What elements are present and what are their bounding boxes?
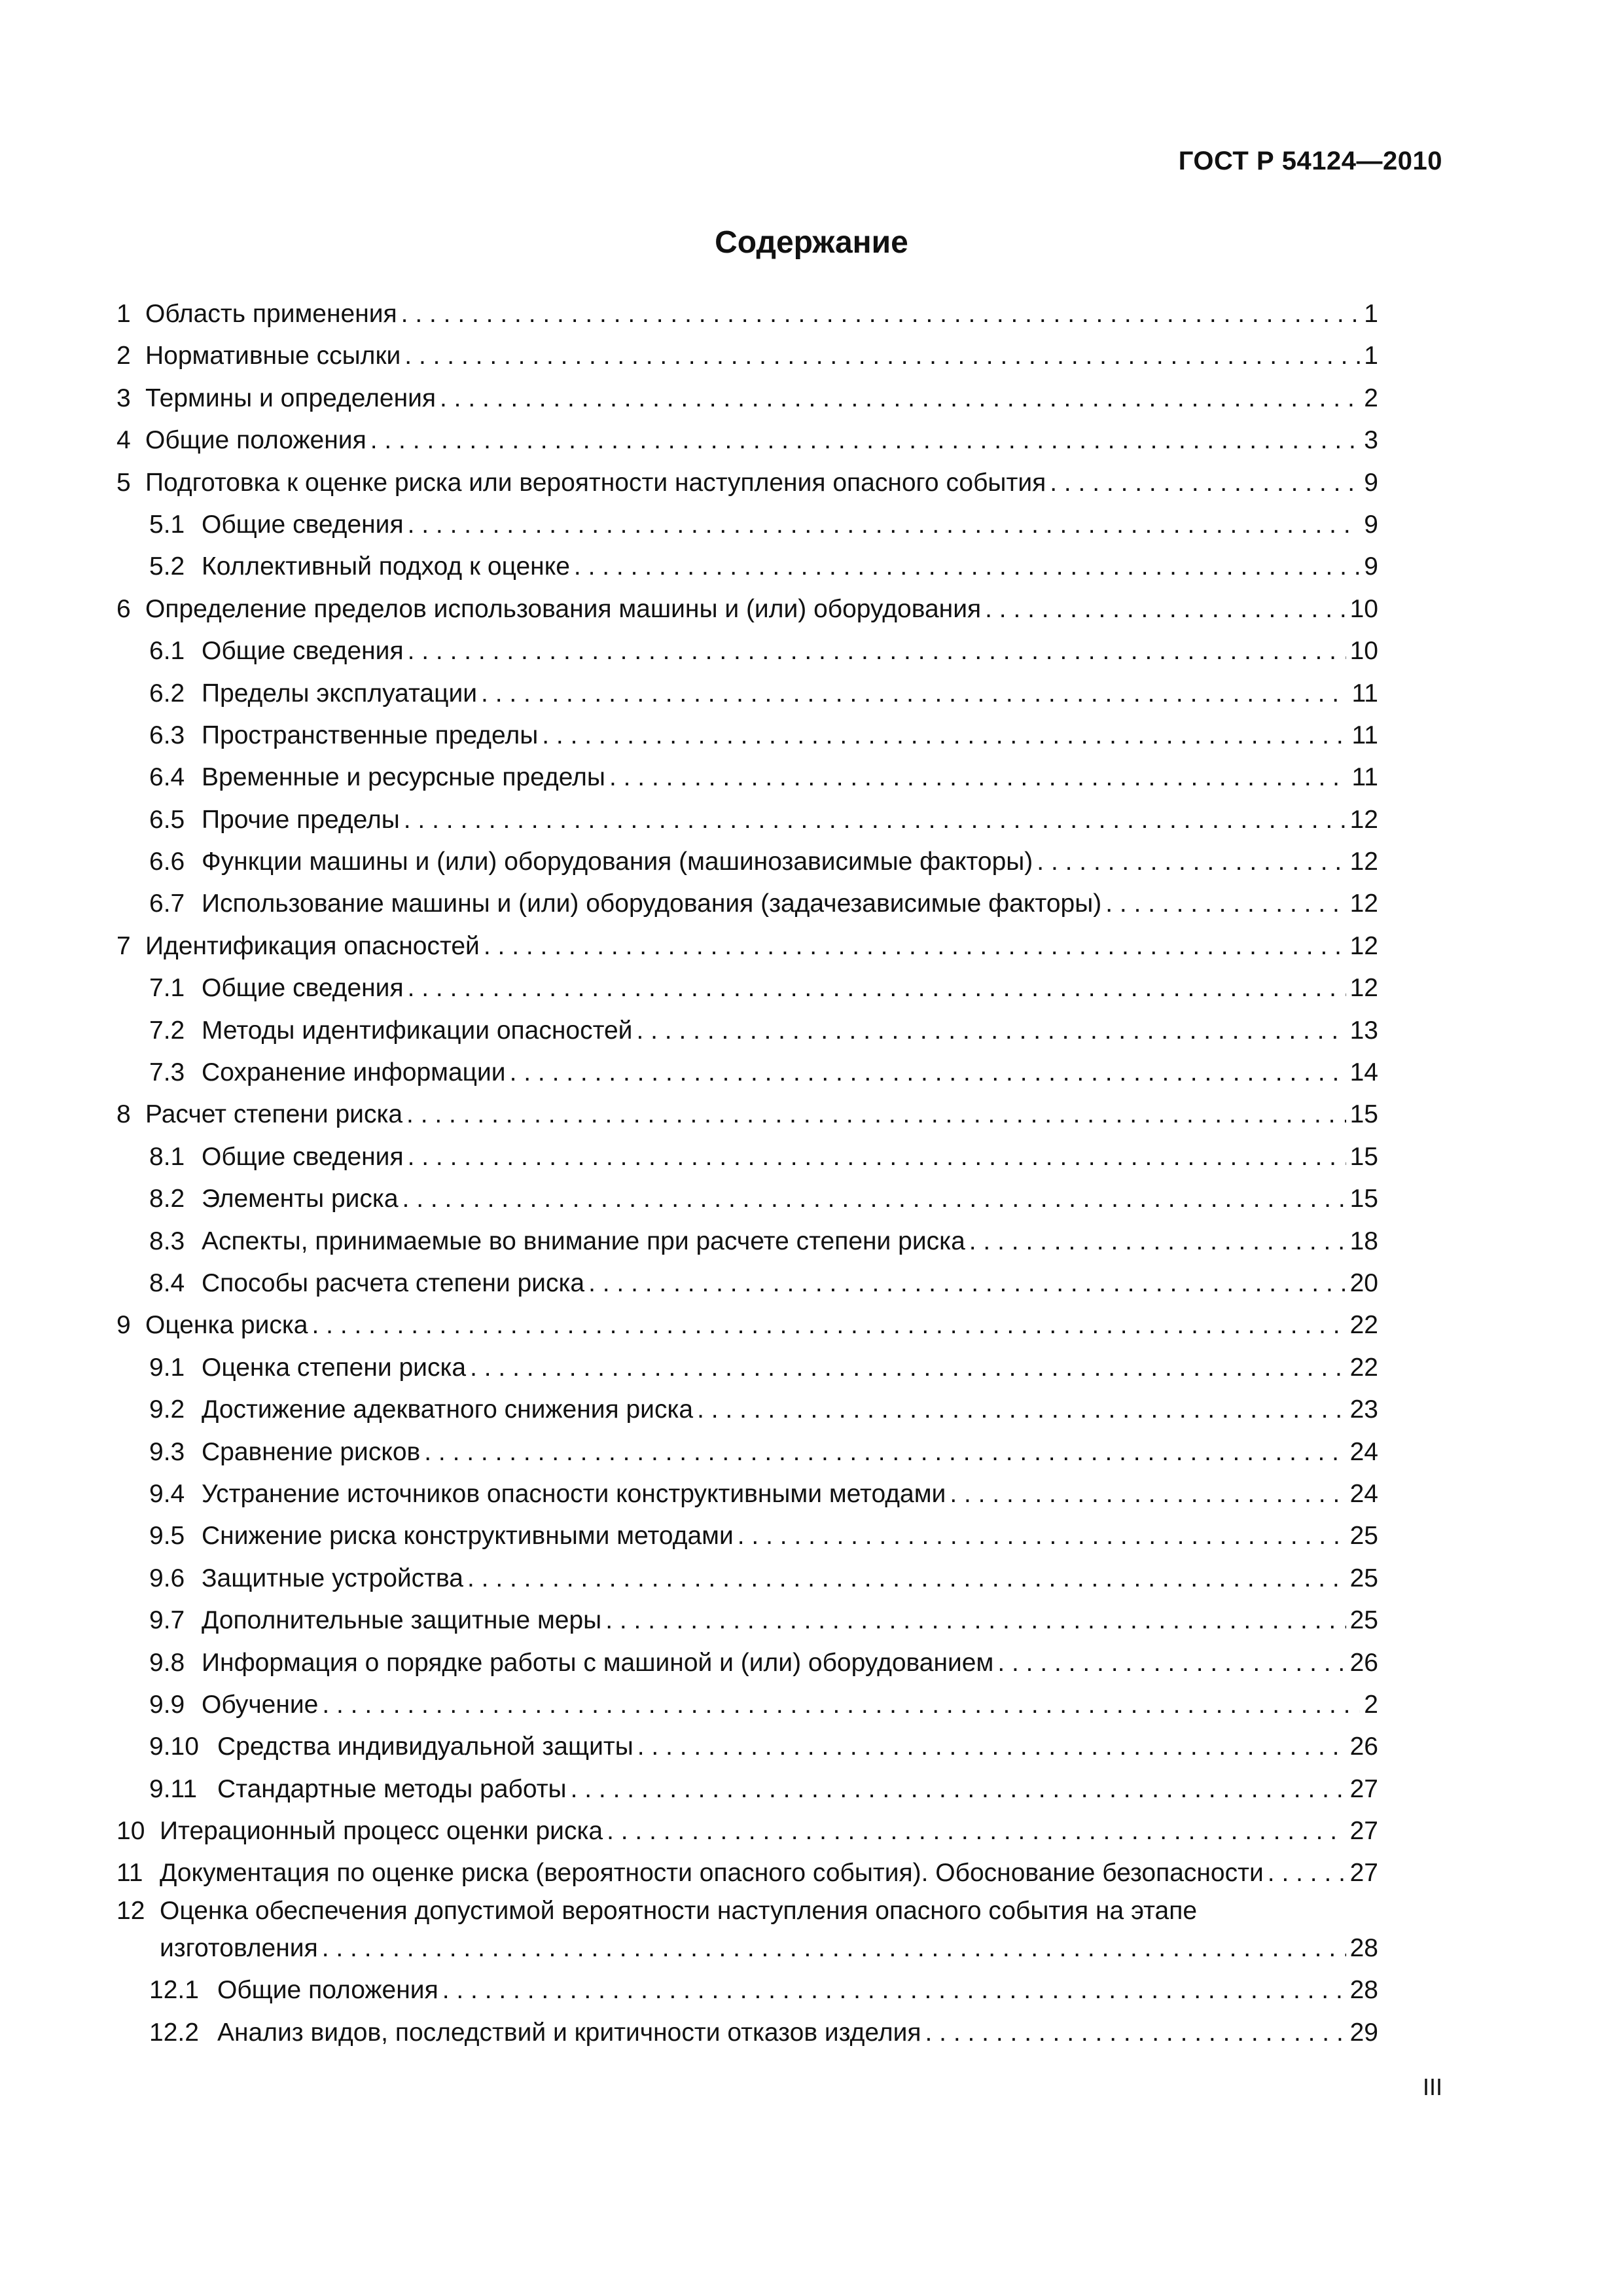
toc-entry[interactable] xyxy=(116,1473,1378,1515)
toc-entry-page: 28 xyxy=(1349,1976,1378,2005)
toc-entry-number: 12.2 xyxy=(149,2018,199,2047)
leader-dots xyxy=(574,546,1360,588)
toc-entry-page: 1 xyxy=(1364,342,1378,370)
leader-dots xyxy=(1037,841,1346,883)
toc-entry-page: 9 xyxy=(1364,468,1378,497)
leader-dots xyxy=(322,1684,1360,1726)
toc-entry-page: 27 xyxy=(1349,1774,1378,1803)
toc-entry[interactable] xyxy=(116,1684,1378,1726)
toc-entry-page: 10 xyxy=(1349,594,1378,623)
toc-entry[interactable] xyxy=(116,1052,1378,1094)
leader-dots xyxy=(408,630,1346,672)
toc-entry-page: 14 xyxy=(1349,1058,1378,1087)
toc-entry-number: 3 xyxy=(116,384,131,412)
toc-entry[interactable] xyxy=(116,841,1378,883)
toc-entry[interactable] xyxy=(116,673,1378,715)
toc-entry[interactable] xyxy=(116,1389,1378,1431)
toc-entry-number: 6.5 xyxy=(149,805,185,834)
toc-entry-page: 12 xyxy=(1349,974,1378,1003)
toc-entry-number: 1 xyxy=(116,300,131,328)
toc-entry-title: Общие сведения xyxy=(202,637,404,666)
toc-entry-title: Оценка риска xyxy=(145,1311,308,1340)
toc-entry-title: Обучение xyxy=(202,1690,319,1719)
leader-dots xyxy=(370,420,1361,461)
leader-dots xyxy=(925,2012,1346,2054)
toc-entry[interactable] xyxy=(116,1895,1378,1928)
toc-entry-title: Общие сведения xyxy=(202,974,404,1003)
toc-entry-page: 25 xyxy=(1349,1564,1378,1592)
page-number: III xyxy=(1422,2073,1442,2100)
toc-entry-number: 7.3 xyxy=(149,1058,185,1087)
leader-dots xyxy=(997,1642,1346,1684)
table-of-contents xyxy=(116,293,1378,2054)
toc-entry-number: 9.8 xyxy=(149,1648,185,1677)
toc-entry-title: Идентификация опасностей xyxy=(145,931,480,960)
toc-entry-number: 9 xyxy=(116,1311,131,1340)
toc-entry-page: 1 xyxy=(1364,300,1378,328)
leader-dots xyxy=(1268,1852,1346,1894)
leader-dots xyxy=(401,293,1361,335)
leader-dots xyxy=(969,1221,1346,1263)
toc-entry[interactable] xyxy=(116,335,1378,377)
toc-entry-title-continuation: изготовления xyxy=(160,1933,318,1962)
leader-dots xyxy=(571,1768,1346,1810)
toc-entry-page: 22 xyxy=(1349,1311,1378,1340)
toc-entry-number: 9.2 xyxy=(149,1395,185,1424)
toc-entry-title: Нормативные ссылки xyxy=(145,342,401,370)
leader-dots xyxy=(404,335,1360,377)
toc-entry-number: 8.1 xyxy=(149,1142,185,1171)
toc-entry-title: Функции машины и (или) оборудования (машинозависимые факторы) xyxy=(202,848,1033,876)
toc-entry-number: 9.6 xyxy=(149,1564,185,1592)
toc-entry-title: Определение пределов использования машины и (или) оборудования xyxy=(145,594,982,623)
toc-entry-title: Расчет степени риска xyxy=(145,1100,403,1129)
leader-dots xyxy=(637,1726,1346,1768)
toc-entry-number: 7 xyxy=(116,931,131,960)
toc-entry-page: 26 xyxy=(1349,1732,1378,1761)
toc-entry-page: 24 xyxy=(1349,1437,1378,1466)
toc-entry-number: 5 xyxy=(116,468,131,497)
toc-entry-title: Сохранение информации xyxy=(202,1058,506,1087)
leader-dots xyxy=(481,673,1347,715)
toc-entry-title: Документация по оценке риска (вероятности опасного события). Обоснование безопасности xyxy=(160,1859,1264,1888)
toc-entry-page: 11 xyxy=(1351,763,1378,792)
toc-entry[interactable] xyxy=(116,1642,1378,1684)
toc-entry[interactable] xyxy=(116,1969,1378,2011)
toc-entry-page: 12 xyxy=(1349,889,1378,918)
toc-entry-page: 3 xyxy=(1364,426,1378,455)
toc-entry-page: 22 xyxy=(1349,1353,1378,1382)
toc-entry[interactable] xyxy=(116,1178,1378,1220)
toc-entry-page: 10 xyxy=(1349,637,1378,666)
toc-entry-number: 9.10 xyxy=(149,1732,199,1761)
toc-entry-page: 24 xyxy=(1349,1479,1378,1508)
toc-entry-page: 2 xyxy=(1364,1690,1378,1719)
toc-entry-title: Область применения xyxy=(145,300,397,328)
toc-entry-number: 8.4 xyxy=(149,1268,185,1297)
toc-entry[interactable] xyxy=(116,2012,1378,2054)
toc-entry-number: 8.2 xyxy=(149,1185,185,1213)
page-title: Содержание xyxy=(715,225,908,260)
toc-entry-page: 23 xyxy=(1349,1395,1378,1424)
toc-entry-number: 11 xyxy=(116,1859,143,1888)
toc-entry[interactable] xyxy=(116,1221,1378,1263)
toc-entry-title: Коллективный подход к оценке xyxy=(202,552,570,581)
document-code: ГОСТ Р 54124—2010 xyxy=(1178,147,1442,175)
toc-entry-page: 15 xyxy=(1349,1185,1378,1213)
toc-entry-title: Анализ видов, последствий и критичности отказов изделия xyxy=(217,2018,921,2047)
toc-entry-title: Снижение риска конструктивными методами xyxy=(202,1522,734,1551)
leader-dots xyxy=(402,1178,1346,1220)
toc-entry-page: 27 xyxy=(1349,1859,1378,1888)
toc-entry-title: Достижение адекватного снижения риска xyxy=(202,1395,694,1424)
toc-entry-number: 6.2 xyxy=(149,679,185,708)
leader-dots xyxy=(588,1263,1346,1304)
toc-entry-title: Аспекты, принимаемые во внимание при расчете степени риска xyxy=(202,1227,965,1255)
toc-entry-title: Средства индивидуальной защиты xyxy=(217,1732,633,1761)
toc-entry-title: Устранение источников опасности конструктивными методами xyxy=(202,1479,946,1508)
toc-entry[interactable] xyxy=(116,1304,1378,1346)
toc-entry[interactable] xyxy=(116,1810,1378,1852)
toc-entry[interactable] xyxy=(116,715,1378,757)
toc-entry[interactable] xyxy=(116,757,1378,798)
leader-dots xyxy=(609,757,1348,798)
toc-entry-title: Временные и ресурсные пределы xyxy=(202,763,605,792)
leader-dots xyxy=(312,1304,1346,1346)
toc-entry-page: 15 xyxy=(1349,1100,1378,1129)
toc-entry-number: 6.6 xyxy=(149,848,185,876)
toc-entry-title: Оценка обеспечения допустимой вероятности наступления опасного события на этапе xyxy=(160,1896,1198,1925)
toc-entry[interactable] xyxy=(116,925,1378,967)
toc-entry-number: 9.1 xyxy=(149,1353,185,1382)
toc-entry[interactable] xyxy=(116,630,1378,672)
toc-entry-title: Элементы риска xyxy=(202,1185,399,1213)
toc-entry-title: Дополнительные защитные меры xyxy=(202,1606,602,1635)
leader-dots xyxy=(542,715,1347,757)
toc-entry-title: Способы расчета степени риска xyxy=(202,1268,585,1297)
leader-dots xyxy=(440,378,1360,420)
toc-entry-title: Общие сведения xyxy=(202,1142,404,1171)
toc-entry-page: 2 xyxy=(1364,384,1378,412)
toc-entry-number: 10 xyxy=(116,1817,145,1846)
toc-entry-title: Подготовка к оценке риска или вероятности наступления опасного события xyxy=(145,468,1046,497)
leader-dots xyxy=(470,1347,1346,1389)
toc-entry[interactable] xyxy=(116,1852,1378,1894)
toc-entry-number: 9.3 xyxy=(149,1437,185,1466)
leader-dots xyxy=(985,588,1346,630)
leader-dots xyxy=(1050,462,1360,504)
toc-entry-number: 4 xyxy=(116,426,131,455)
toc-entry-page: 11 xyxy=(1351,679,1378,708)
leader-dots xyxy=(406,1094,1346,1136)
toc-entry[interactable] xyxy=(116,967,1378,1009)
toc-entry-page: 29 xyxy=(1349,2018,1378,2047)
leader-dots xyxy=(738,1515,1346,1557)
toc-entry-title: Сравнение рисков xyxy=(202,1437,421,1466)
leader-dots xyxy=(484,925,1346,967)
toc-entry-number: 2 xyxy=(116,342,131,370)
toc-entry-number: 7.1 xyxy=(149,974,185,1003)
toc-entry-title: Термины и определения xyxy=(145,384,437,412)
toc-entry-number: 5.1 xyxy=(149,510,185,539)
toc-entry[interactable] xyxy=(116,1347,1378,1389)
toc-entry[interactable] xyxy=(116,1726,1378,1768)
toc-entry-title: Общие сведения xyxy=(202,510,404,539)
toc-entry-title: Пределы эксплуатации xyxy=(202,679,478,708)
toc-entry[interactable] xyxy=(116,420,1378,461)
toc-entry-number: 6.7 xyxy=(149,889,185,918)
toc-entry[interactable] xyxy=(116,504,1378,546)
toc-entry[interactable] xyxy=(116,462,1378,504)
toc-entry-number: 12 xyxy=(116,1896,145,1925)
toc-entry-number: 8 xyxy=(116,1100,131,1129)
toc-entry-page: 26 xyxy=(1349,1648,1378,1677)
toc-entry[interactable] xyxy=(116,1600,1378,1641)
toc-entry-page: 12 xyxy=(1349,931,1378,960)
toc-entry-title: Общие положения xyxy=(145,426,366,455)
leader-dots xyxy=(1105,883,1346,925)
toc-entry-continuation[interactable] xyxy=(116,1928,1378,1969)
toc-entry-title: Оценка степени риска xyxy=(202,1353,467,1382)
toc-entry[interactable] xyxy=(116,799,1378,841)
toc-entry[interactable] xyxy=(116,1136,1378,1178)
toc-entry-number: 6 xyxy=(116,594,131,623)
toc-entry[interactable] xyxy=(116,1768,1378,1810)
toc-entry[interactable] xyxy=(116,588,1378,630)
toc-entry-title: Методы идентификации опасностей xyxy=(202,1016,633,1045)
toc-entry-page: 25 xyxy=(1349,1522,1378,1551)
toc-entry-title: Итерационный процесс оценки риска xyxy=(160,1817,603,1846)
toc-entry-title: Использование машины и (или) оборудования (задачезависимые факторы) xyxy=(202,889,1102,918)
toc-entry-title: Общие положения xyxy=(217,1976,438,2005)
leader-dots xyxy=(408,1136,1346,1178)
toc-entry-number: 9.9 xyxy=(149,1690,185,1719)
toc-entry-page: 20 xyxy=(1349,1268,1378,1297)
toc-entry-page: 9 xyxy=(1364,552,1378,581)
toc-entry-page: 12 xyxy=(1349,805,1378,834)
toc-entry-number: 6.1 xyxy=(149,637,185,666)
toc-entry-page: 18 xyxy=(1349,1227,1378,1255)
leader-dots xyxy=(467,1558,1346,1600)
toc-entry-page: 27 xyxy=(1349,1817,1378,1846)
toc-entry-title: Защитные устройства xyxy=(202,1564,463,1592)
toc-entry-page: 11 xyxy=(1351,721,1378,749)
leader-dots xyxy=(697,1389,1346,1431)
leader-dots xyxy=(322,1928,1346,1969)
toc-entry-number: 9.7 xyxy=(149,1606,185,1635)
toc-entry-title: Прочие пределы xyxy=(202,805,400,834)
toc-entry-number: 9.5 xyxy=(149,1522,185,1551)
leader-dots xyxy=(442,1969,1346,2011)
toc-entry[interactable] xyxy=(116,1515,1378,1557)
leader-dots xyxy=(404,799,1346,841)
toc-entry-title: Пространственные пределы xyxy=(202,721,539,749)
toc-entry-number: 9.4 xyxy=(149,1479,185,1508)
toc-entry-page: 13 xyxy=(1349,1016,1378,1045)
toc-entry[interactable] xyxy=(116,1094,1378,1136)
leader-dots xyxy=(950,1473,1346,1515)
leader-dots xyxy=(607,1810,1346,1852)
toc-entry-title: Стандартные методы работы xyxy=(217,1774,567,1803)
toc-entry-page: 12 xyxy=(1349,848,1378,876)
toc-entry-page: 9 xyxy=(1364,510,1378,539)
toc-entry-number: 9.11 xyxy=(149,1774,198,1803)
leader-dots xyxy=(424,1431,1346,1473)
toc-entry-page: 28 xyxy=(1349,1933,1378,1962)
toc-entry-number: 7.2 xyxy=(149,1016,185,1045)
toc-entry[interactable] xyxy=(116,378,1378,420)
leader-dots xyxy=(408,504,1361,546)
toc-entry[interactable] xyxy=(116,546,1378,588)
toc-entry[interactable] xyxy=(116,1558,1378,1600)
toc-entry-number: 12.1 xyxy=(149,1976,199,2005)
leader-dots xyxy=(510,1052,1346,1094)
toc-entry-number: 5.2 xyxy=(149,552,185,581)
leader-dots xyxy=(605,1600,1346,1641)
toc-entry-page: 25 xyxy=(1349,1606,1378,1635)
toc-entry-number: 6.3 xyxy=(149,721,185,749)
toc-entry-number: 6.4 xyxy=(149,763,185,792)
toc-entry[interactable] xyxy=(116,293,1378,335)
toc-entry-number: 8.3 xyxy=(149,1227,185,1255)
toc-entry-page: 15 xyxy=(1349,1142,1378,1171)
toc-entry[interactable] xyxy=(116,1010,1378,1052)
leader-dots xyxy=(636,1010,1346,1052)
toc-entry[interactable] xyxy=(116,1263,1378,1304)
toc-entry[interactable] xyxy=(116,883,1378,925)
toc-entry-title: Информация о порядке работы с машиной и (или) оборудованием xyxy=(202,1648,994,1677)
leader-dots xyxy=(408,967,1346,1009)
toc-entry[interactable] xyxy=(116,1431,1378,1473)
